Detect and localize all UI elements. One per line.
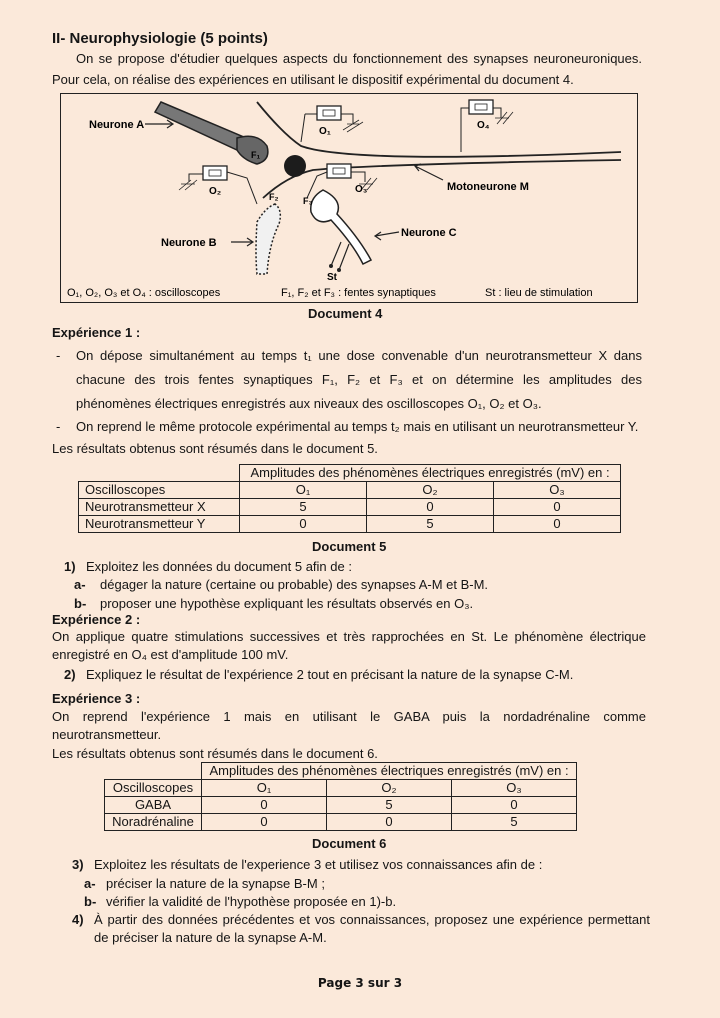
label-neurone-a: Neurone A xyxy=(89,119,145,131)
label-neurone-c: Neurone C xyxy=(401,227,457,239)
q2-text: Expliquez le résultat de l'expérience 2 tout en précisant la nature de la synapse C-M. xyxy=(86,667,574,682)
document-6-table xyxy=(104,762,577,831)
table5-row-x: Neurotransmetteur X 5 0 0 xyxy=(79,499,621,516)
motoneurone-body xyxy=(257,102,621,198)
table6-col-o1: O₁ xyxy=(202,780,327,797)
neurone-b-terminal xyxy=(256,204,280,274)
label-f2: F₂ xyxy=(269,192,279,202)
exp1-bullet1-line1: On dépose simultanément au temps t₁ une dose convenable d'un neurotransmetteur X dans xyxy=(76,348,642,363)
table6-row-noradrenaline: Noradrénaline 0 0 5 xyxy=(105,814,577,831)
motoneurone-nucleus xyxy=(284,155,306,177)
exp3-line1: On reprend l'expérience 1 mais en utilisant le GABA puis la nordadrénaline comme xyxy=(52,709,646,724)
q4-line1: À partir des données précédentes et vos connaissances, proposez une expérience permettant xyxy=(94,912,650,927)
q3-text: Exploitez les résultats de l'experience 3 et utilisez vos connaissances afin de : xyxy=(94,857,543,872)
exp1-dash-2: - xyxy=(56,419,61,434)
oscilloscope-o2 xyxy=(179,166,257,204)
synapse-diagram xyxy=(61,94,637,302)
table5-row-label: Oscilloscopes xyxy=(79,482,240,499)
neurone-c-terminal xyxy=(311,190,371,264)
neurone-b-arrow xyxy=(231,238,253,246)
q1b-text: proposer une hypothèse expliquant les résultats observés en O₃. xyxy=(100,596,474,611)
document-6-caption: Document 6 xyxy=(312,836,387,851)
exp2-heading: Expérience 2 : xyxy=(52,612,141,627)
q3a-text: préciser la nature de la synapse B-M ; xyxy=(106,876,325,891)
exp3-results: Les résultats obtenus sont résumés dans le document 6. xyxy=(52,746,378,761)
q1a-text: dégager la nature (certaine ou probable) des synapses A-M et B-M. xyxy=(100,577,489,592)
label-motoneurone: Motoneurone M xyxy=(447,181,529,193)
exp2-line1: On applique quatre stimulations successives et très rapprochées en St. Le phénomène électrique xyxy=(52,629,646,644)
q3a-label: a- xyxy=(84,876,96,891)
exp1-dash-1: - xyxy=(56,348,61,363)
exp1-bullet1-line2: chacune des trois fentes synaptiques F₁, F₂ et F₃ et on détermine les amplitudes des xyxy=(76,372,642,387)
table5-header: Amplitudes des phénomènes électriques enregistrés (mV) en : xyxy=(240,465,621,482)
intro-line-2: Pour cela, on réalise des expériences en utilisant le dispositif expérimental du document 4. xyxy=(52,72,574,87)
label-st: St xyxy=(327,272,337,283)
page-footer: Page 3 sur 3 xyxy=(317,976,403,990)
table6-row-label: Oscilloscopes xyxy=(105,780,202,797)
q4-number: 4) xyxy=(72,912,84,927)
table5-row-y: Neurotransmetteur Y 0 5 0 xyxy=(79,516,621,533)
legend-oscilloscopes: O₁, O₂, O₃ et O₄ : oscilloscopes xyxy=(67,287,221,299)
intro-line-1: On se propose d'étudier quelques aspects du fonctionnement des synapses neuroneuroniques. xyxy=(76,51,642,66)
neurone-c-arrow xyxy=(375,232,399,240)
document-4-caption: Document 4 xyxy=(308,306,383,321)
table5-col-o3: O₃ xyxy=(494,482,621,499)
section-title: II- Neurophysiologie (5 points) xyxy=(52,30,268,47)
exp1-heading: Expérience 1 : xyxy=(52,325,141,340)
document-5-table xyxy=(78,464,621,533)
neurone-a-arrow xyxy=(145,120,173,128)
q3b-label: b- xyxy=(84,894,97,909)
exp3-heading: Expérience 3 : xyxy=(52,691,141,706)
table6-col-o3: O₃ xyxy=(452,780,577,797)
label-neurone-b: Neurone B xyxy=(161,237,217,249)
table5-col-o2: O₂ xyxy=(367,482,494,499)
exp2-line2: enregistré en O₄ est d'amplitude 100 mV. xyxy=(52,647,289,662)
label-o3: O₃ xyxy=(355,184,368,195)
label-o4: O₄ xyxy=(477,120,490,131)
q1b-label: b- xyxy=(74,596,87,611)
q3-number: 3) xyxy=(72,857,84,872)
label-o1: O₁ xyxy=(319,126,331,137)
exp1-bullet1-line3: phénomènes électriques enregistrés aux niveaux des oscilloscopes O₁, O₂ et O₃. xyxy=(76,396,542,411)
table6-header: Amplitudes des phénomènes électriques enregistrés (mV) en : xyxy=(202,763,577,780)
stimulation-electrodes xyxy=(331,242,349,270)
exp1-bullet2: On reprend le même protocole expérimental au temps t₂ mais en utilisant un neurotransmetteur Y. xyxy=(76,419,639,434)
q2-number: 2) xyxy=(64,667,76,682)
q1a-label: a- xyxy=(74,577,86,592)
exp1-results: Les résultats obtenus sont résumés dans le document 5. xyxy=(52,441,378,456)
q1-number: 1) xyxy=(64,559,76,574)
document-5-caption: Document 5 xyxy=(312,539,387,554)
motoneurone-arrow xyxy=(415,164,443,180)
legend-stimulation: St : lieu de stimulation xyxy=(485,287,593,299)
table6-row-gaba: GABA 0 5 0 xyxy=(105,797,577,814)
q4-line2: de préciser la nature de la synapse A-M. xyxy=(94,930,327,945)
table5-col-o1: O₁ xyxy=(240,482,367,499)
label-o2: O₂ xyxy=(209,186,222,197)
q3b-text: vérifier la validité de l'hypothèse proposée en 1)-b. xyxy=(106,894,397,909)
legend-fentes: F₁, F₂ et F₃ : fentes synaptiques xyxy=(281,287,436,299)
exp3-line2: neurotransmetteur. xyxy=(52,727,162,742)
label-f3: F₃ xyxy=(303,196,313,206)
oscilloscope-o1 xyxy=(301,106,363,142)
table6-col-o2: O₂ xyxy=(327,780,452,797)
document-4-figure xyxy=(60,93,638,303)
label-f1: F₁ xyxy=(251,150,261,160)
q1-text: Exploitez les données du document 5 afin de : xyxy=(86,559,352,574)
